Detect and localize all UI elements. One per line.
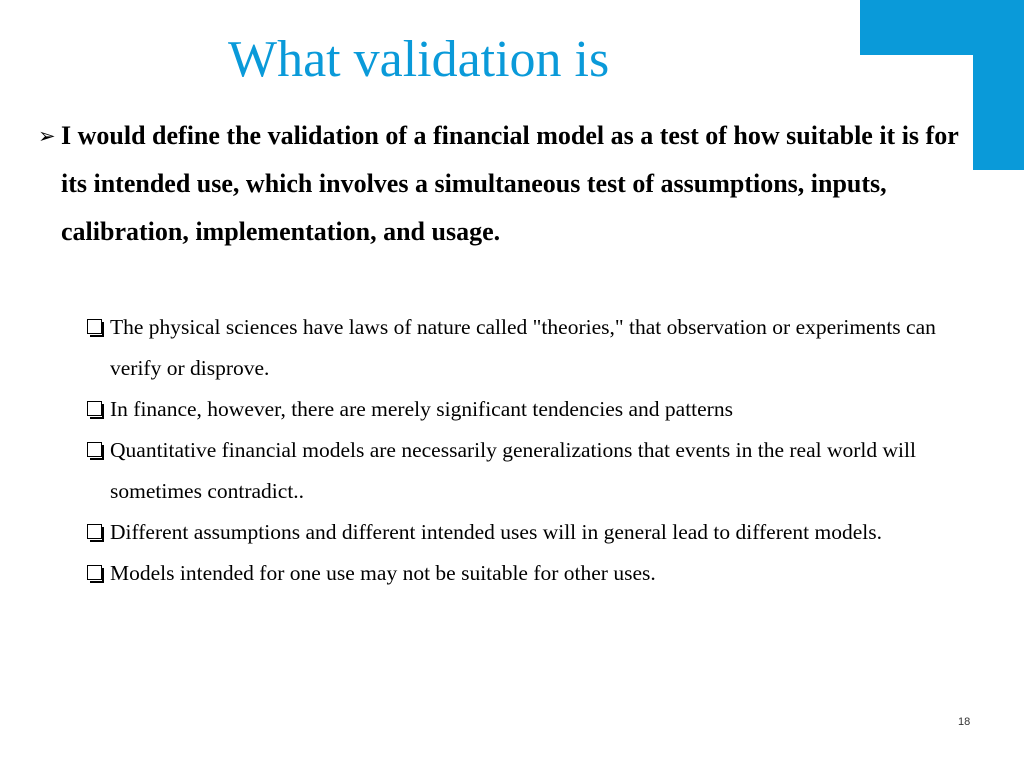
main-bullet-text: I would define the validation of a financial model as a test of how suitable it is for its intended use, which involves a simultaneous test of assumptions, inputs, calibration, implementation, and usage. [61, 121, 959, 246]
page-number: 18 [958, 716, 971, 728]
sub-bullet-text: In finance, however, there are merely significant tendencies and patterns [110, 397, 733, 421]
sub-bullet-text: Quantitative financial models are necessarily generalizations that events in the real world will sometimes contradict.. [110, 438, 916, 503]
decorative-corner-block-top [860, 0, 1024, 55]
sub-bullet-item [87, 307, 967, 389]
checkbox-bullet-icon [87, 524, 102, 539]
sub-bullet-item [87, 553, 967, 594]
sub-bullet-text: Models intended for one use may not be suitable for other uses. [110, 561, 656, 585]
checkbox-bullet-icon [87, 319, 102, 334]
sub-bullet-item [87, 430, 967, 512]
checkbox-bullet-icon [87, 401, 102, 416]
checkbox-bullet-icon [87, 565, 102, 580]
main-bullet [38, 112, 971, 256]
sub-bullet-item [87, 389, 967, 430]
checkbox-bullet-icon [87, 442, 102, 457]
arrow-bullet-icon: ➢ [38, 124, 56, 148]
sub-bullet-text: The physical sciences have laws of nature called "theories," that observation or experiments can verify or disprove. [110, 315, 936, 380]
sub-bullet-list [87, 307, 967, 594]
decorative-corner-block-right [973, 55, 1024, 170]
sub-bullet-text: Different assumptions and different intended uses will in general lead to different models. [110, 520, 883, 544]
slide-title: What validation is [228, 31, 610, 88]
sub-bullet-item [87, 512, 967, 553]
